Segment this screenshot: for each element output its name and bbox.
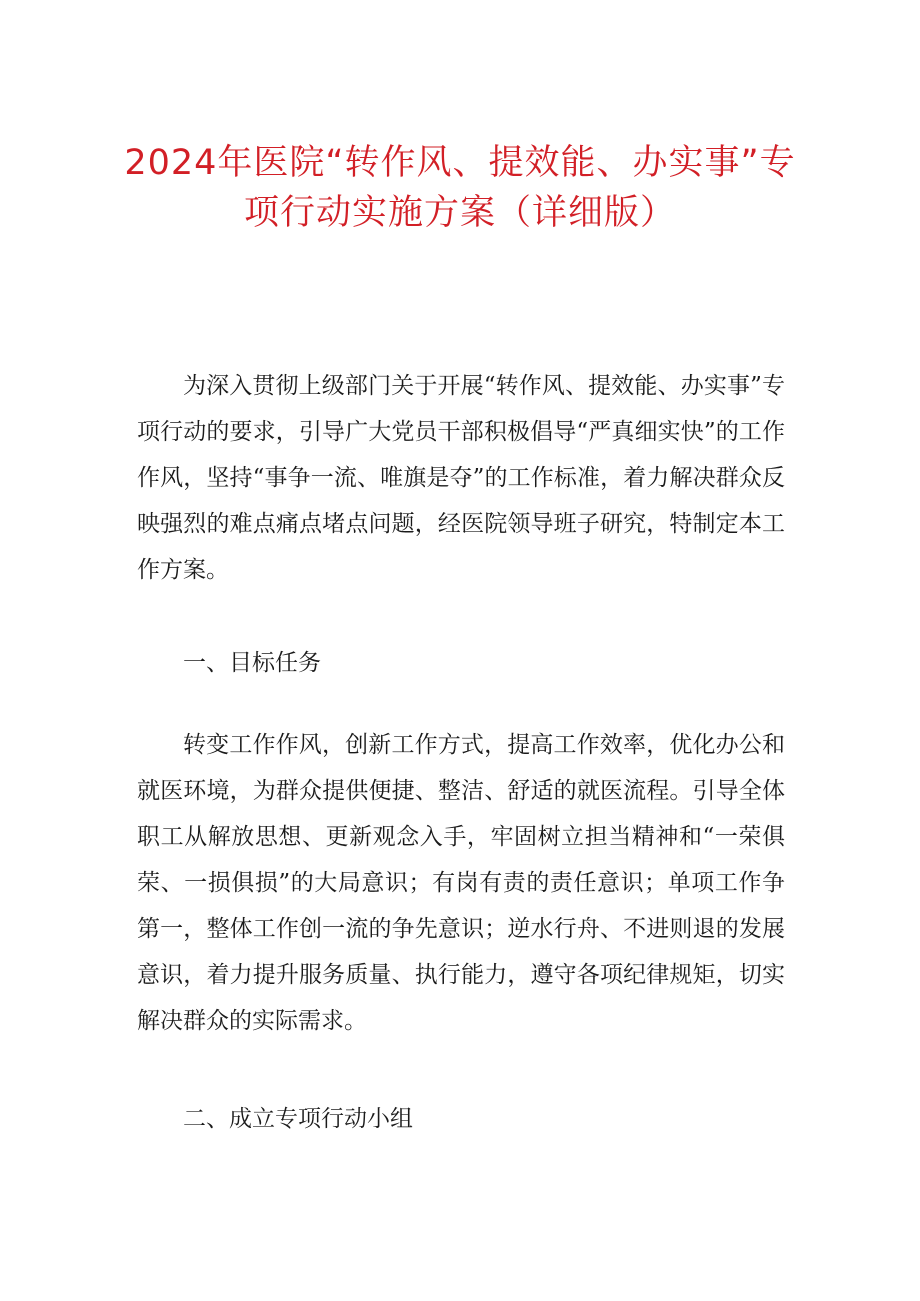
section-2-heading: 二、成立专项行动小组 [183,1106,413,1132]
title-line-1: 2024年医院“转作风、提效能、办实事”专 [124,143,796,183]
document-title [120,138,800,238]
section-1-heading: 一、目标任务 [183,650,321,676]
title-line-2: 项行动实施方案（详细版） [243,193,676,233]
intro-paragraph: 为深入贯彻上级部门关于开展“转作风、提效能、办实事”专项行动的要求，引导广大党员干部积极倡导“严真细实快”的工作作风，坚持“事争一流、唯旗是夺”的工作标准，着力解决群众反映强烈的难点痛点堵点问题，经医院领导班子研究，特制定本工作方案。 [137,373,785,583]
section-1-paragraph: 转变工作作风，创新工作方式，提高工作效率，优化办公和就医环境，为群众提供便捷、整洁、舒适的就医流程。引导全体职工从解放思想、更新观念入手，牢固树立担当精神和“一荣俱荣、一损俱损”的大局意识；有岗有责的责任意识；单项工作争第一，整体工作创一流的争先意识；逆水行舟、不进则退的发展意识，着力提升服务质量、执行能力，遵守各项纪律规矩，切实解决群众的实际需求。 [137,732,785,1034]
